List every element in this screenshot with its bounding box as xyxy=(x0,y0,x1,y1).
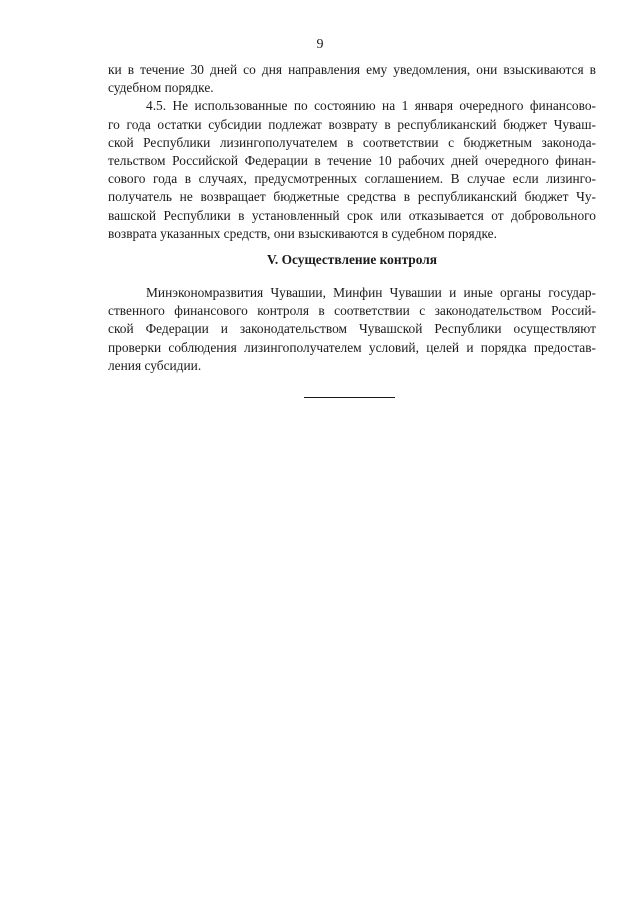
text-line: вашской Республики в установленный срок или отказывается от добровольного xyxy=(108,207,596,223)
text-line: сового года в случаях, предусмотренных соглашением. В случае если лизинго- xyxy=(108,171,596,187)
text-line: ления субсидии. xyxy=(108,357,202,373)
end-separator-line xyxy=(304,397,395,398)
paragraph-4-5 xyxy=(108,97,596,243)
page-number: 9 xyxy=(316,37,324,52)
text-line: проверки соблюдения лизингополучателем условий, целей и порядка предостав- xyxy=(108,339,596,355)
text-line: получатель не возвращает бюджетные средства в республиканский бюджет Чу- xyxy=(108,189,596,205)
text-line: ственного финансового контроля в соответствии с законодательством Россий- xyxy=(108,303,596,319)
text-line: 4.5. Не использованные по состоянию на 1 января очередного финансово- xyxy=(146,98,596,114)
document-body xyxy=(108,61,596,375)
section-v-paragraph xyxy=(108,284,596,375)
text-line: ской Республики лизингополучателем в соответствии с бюджетным законода- xyxy=(108,134,596,150)
text-line: возврата указанных средств, они взыскиваются в судебном порядке. xyxy=(108,225,497,241)
text-line: тельством Российской Федерации в течение 10 рабочих дней очередного финан- xyxy=(108,152,596,168)
text-line: го года остатки субсидии подлежат возврату в республиканский бюджет Чуваш- xyxy=(108,116,596,132)
section-heading: V. Осуществление контроля xyxy=(266,251,438,267)
text-line: ки в течение 30 дней со дня направления ему уведомления, они взыскиваются в xyxy=(108,62,596,77)
text-line: судебном порядке. xyxy=(108,80,214,96)
text-line: ской Федерации и законодательством Чувашской Республики осуществляют xyxy=(108,321,596,337)
paragraph-continuation xyxy=(108,61,596,97)
text-line: Минэкономразвития Чувашии, Минфин Чувашии и иные органы государ- xyxy=(146,285,596,301)
